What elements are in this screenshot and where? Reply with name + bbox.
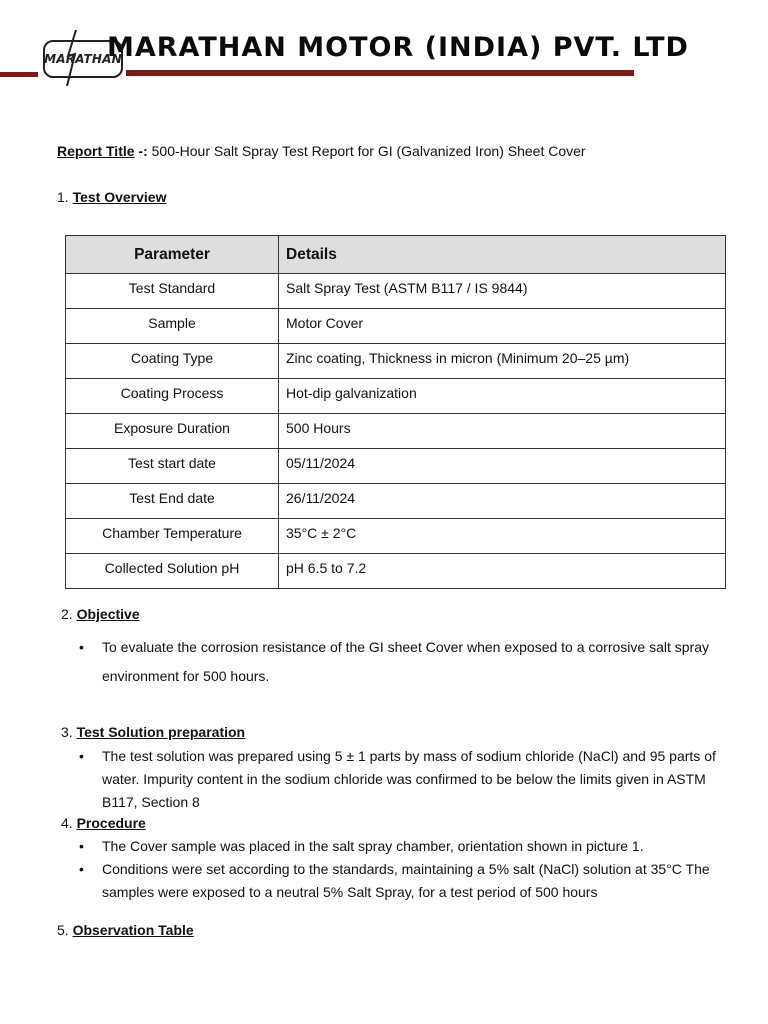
details-cell: Hot-dip galvanization [279, 379, 726, 414]
column-header-parameter: Parameter [66, 236, 279, 274]
table-row [66, 414, 726, 449]
column-header-details: Details [279, 236, 726, 274]
report-title-label: Report Title [57, 143, 135, 159]
parameter-cell: Collected Solution pH [66, 554, 279, 589]
table-row [66, 554, 726, 589]
parameter-cell: Test End date [66, 484, 279, 519]
details-cell: Salt Spray Test (ASTM B117 / IS 9844) [279, 274, 726, 309]
header-rule-left [0, 72, 38, 77]
list-item: • Conditions were set according to the standards, maintaining a 5% salt (NaCl) solution at 35°C The samples were exposed to a neutral 5% Salt Spray, for a test period of 500 hours [78, 858, 728, 904]
solution-list [78, 745, 728, 814]
table-row [66, 344, 726, 379]
letterhead [0, 28, 768, 88]
report-title-line [57, 141, 586, 161]
list-item: • The test solution was prepared using 5 ± 1 parts by mass of sodium chloride (NaCl) and 95 parts of water. Impurity content in the sodium chloride was confirmed to be below the limits given in ASTM B117, Section 8 [78, 745, 728, 814]
table-row [66, 484, 726, 519]
table-row [66, 309, 726, 344]
section-heading-overview: 1. Test Overview [57, 189, 167, 205]
details-cell: 26/11/2024 [279, 484, 726, 519]
section-heading-objective: 2. Objective [61, 606, 140, 622]
logo-wordmark: MARATHAN [44, 52, 122, 66]
lightning-bolt-icon [66, 30, 78, 86]
parameter-cell: Coating Type [66, 344, 279, 379]
list-item: • To evaluate the corrosion resistance of the GI sheet Cover when exposed to a corrosive salt spray environment for 500 hours. [78, 633, 728, 691]
parameter-cell: Exposure Duration [66, 414, 279, 449]
details-cell: Zinc coating, Thickness in micron (Minimum 20–25 µm) [279, 344, 726, 379]
test-overview-table [65, 235, 726, 589]
parameter-cell: Chamber Temperature [66, 519, 279, 554]
section-heading-procedure: 4. Procedure [61, 815, 146, 831]
table-row [66, 379, 726, 414]
report-title-separator: -: [138, 143, 148, 159]
parameter-cell: Test start date [66, 449, 279, 484]
section-heading-observation: 5. Observation Table [57, 922, 194, 938]
header-rule [126, 70, 634, 76]
table-row [66, 519, 726, 554]
list-item: • The Cover sample was placed in the salt spray chamber, orientation shown in picture 1. [78, 835, 728, 858]
parameter-cell: Coating Process [66, 379, 279, 414]
parameter-cell: Sample [66, 309, 279, 344]
procedure-list [78, 835, 728, 904]
table-header-row [66, 236, 726, 274]
details-cell: 500 Hours [279, 414, 726, 449]
parameter-cell: Test Standard [66, 274, 279, 309]
objective-list [78, 633, 728, 691]
table-row [66, 274, 726, 309]
details-cell: 35°C ± 2°C [279, 519, 726, 554]
table-row [66, 449, 726, 484]
report-title-value: 500-Hour Salt Spray Test Report for GI (Galvanized Iron) Sheet Cover [151, 143, 586, 159]
details-cell: Motor Cover [279, 309, 726, 344]
details-cell: pH 6.5 to 7.2 [279, 554, 726, 589]
company-name: MARATHAN MOTOR (INDIA) PVT. LTD [107, 32, 689, 63]
section-heading-solution: 3. Test Solution preparation [61, 724, 246, 740]
details-cell: 05/11/2024 [279, 449, 726, 484]
